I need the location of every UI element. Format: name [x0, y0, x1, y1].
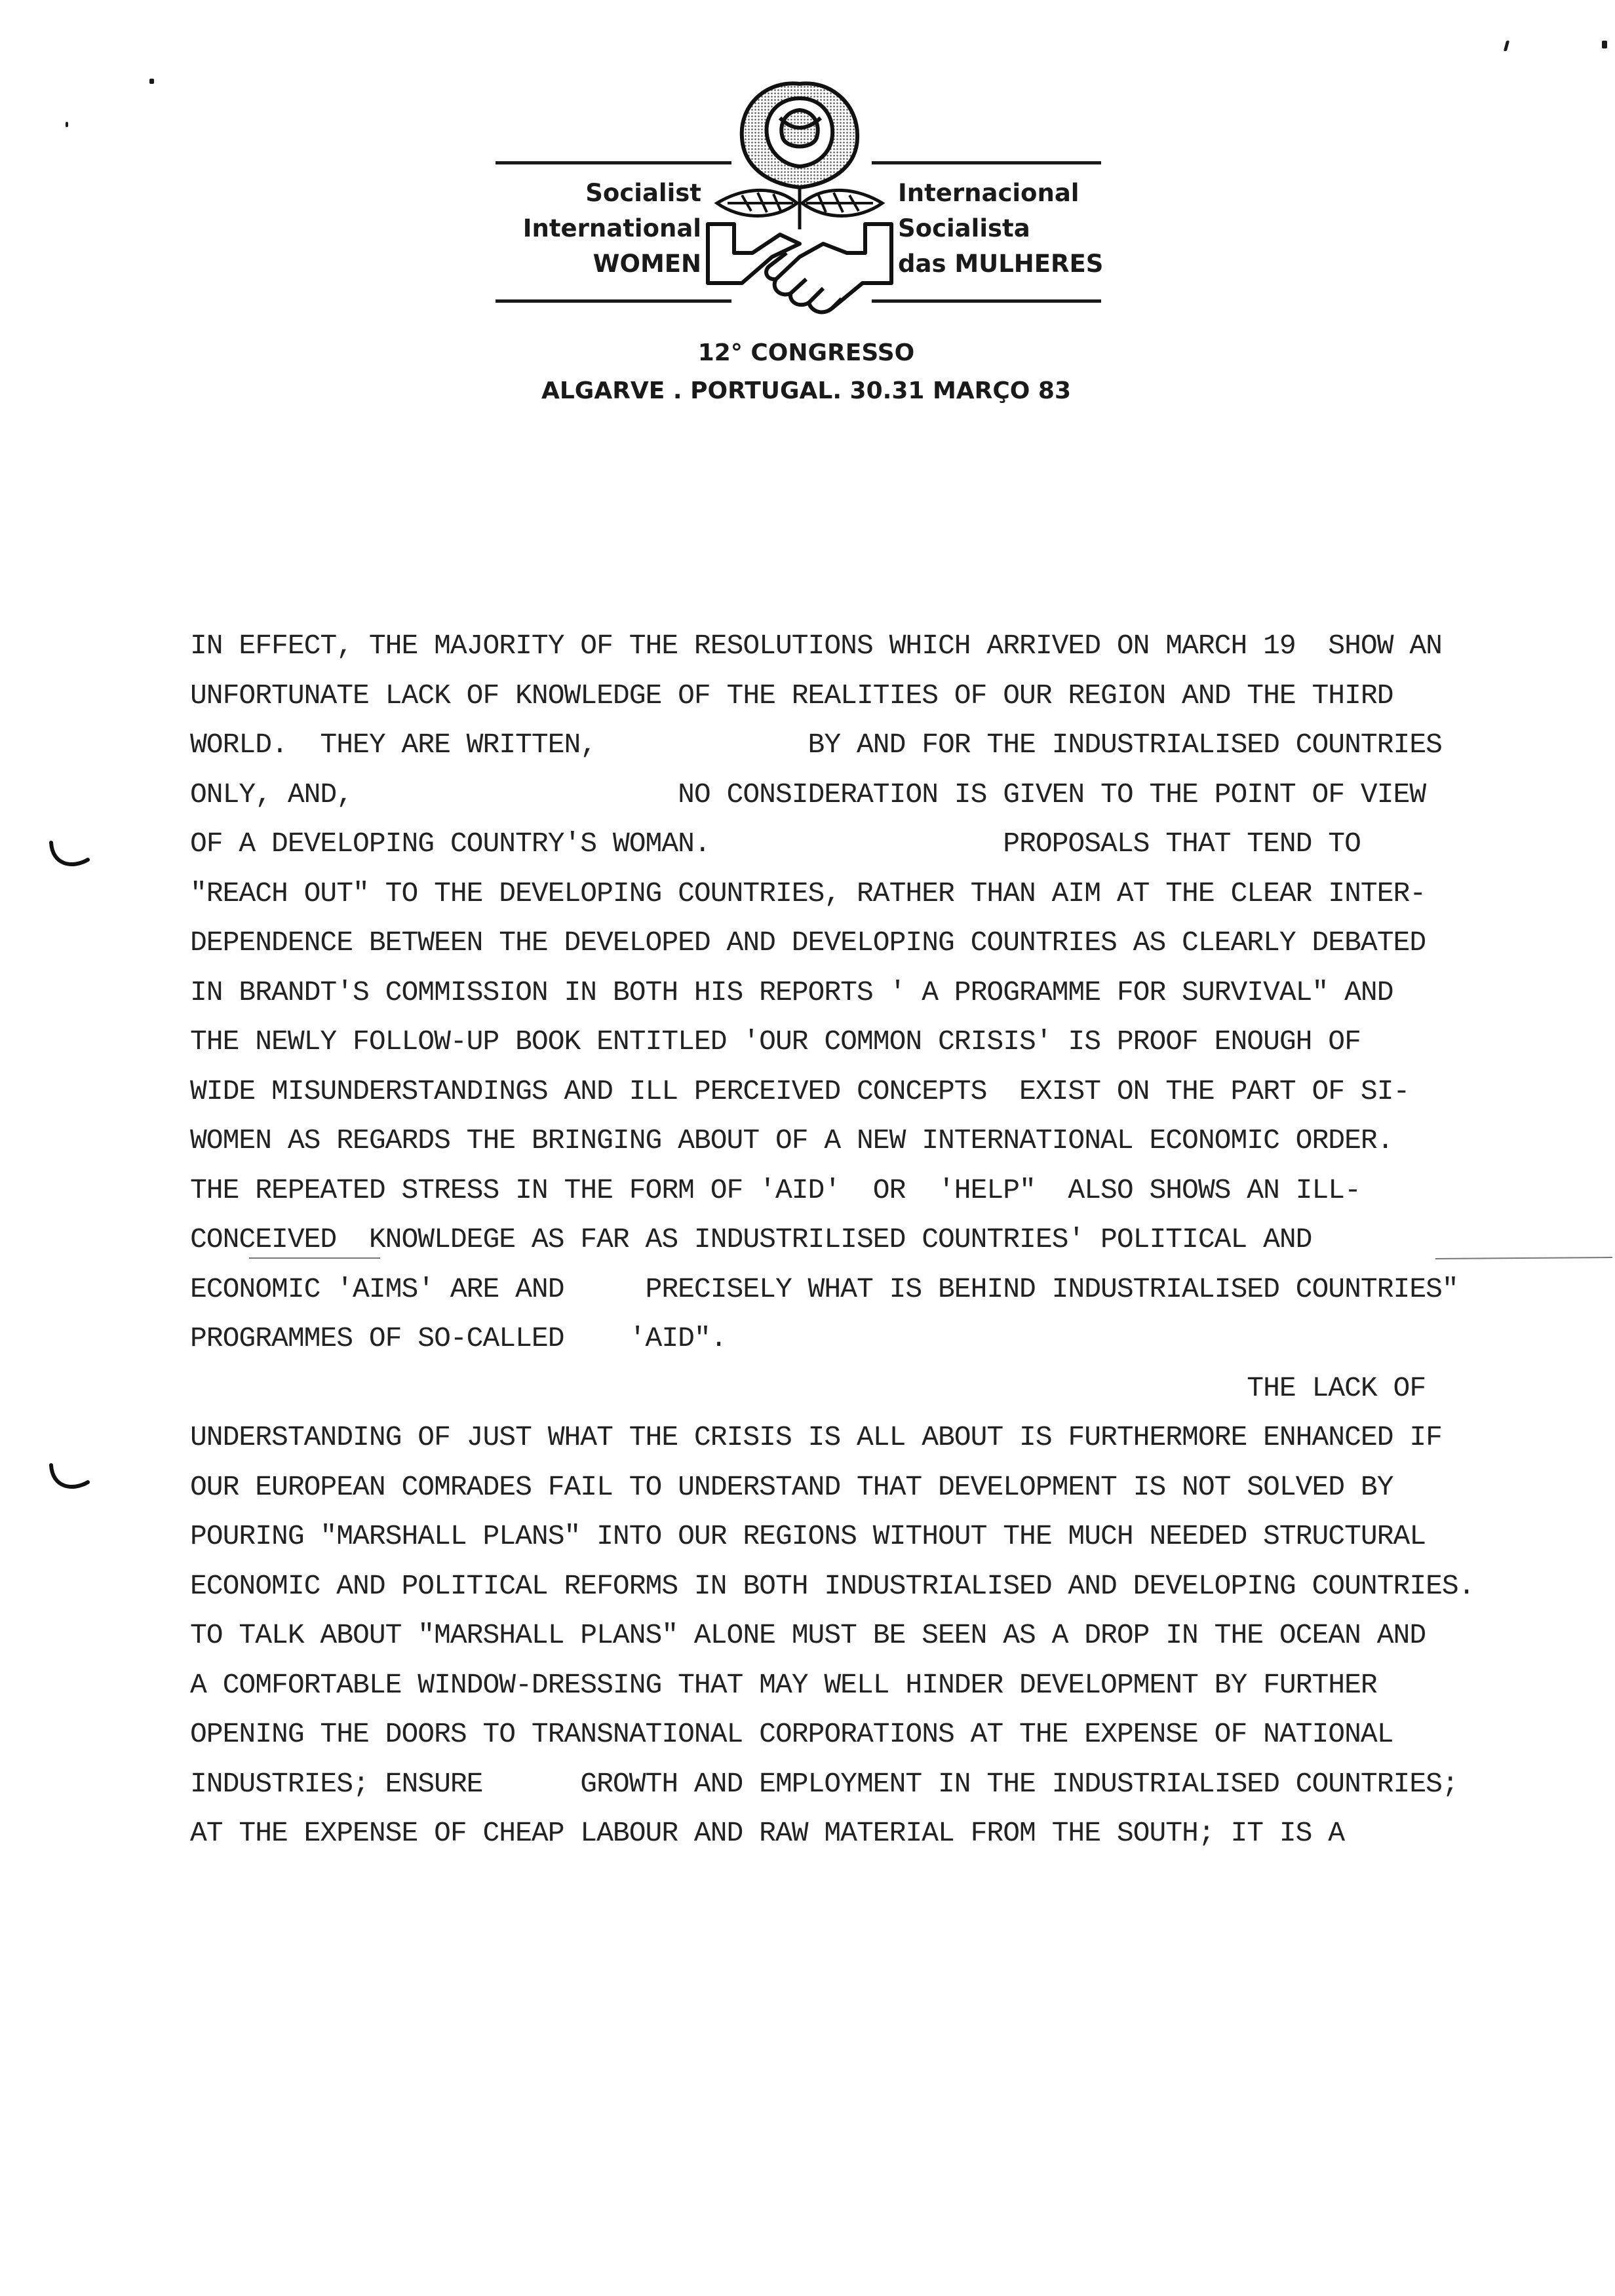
body-line: CONCEIVED KNOWLDEGE AS FAR AS INDUSTRILISED COUNTRIES' POLITICAL AND — [190, 1223, 1312, 1255]
body-line: TO TALK ABOUT "MARSHALL PLANS" ALONE MUST BE SEEN AS A DROP IN THE OCEAN AND — [190, 1619, 1426, 1651]
margin-bracket-mark — [46, 839, 92, 878]
body-line: THE REPEATED STRESS IN THE FORM OF 'AID' OR 'HELP" ALSO SHOWS AN ILL- — [190, 1174, 1361, 1206]
body-line: A COMFORTABLE WINDOW-DRESSING THAT MAY WELL HINDER DEVELOPMENT BY FURTHER — [190, 1668, 1377, 1701]
scan-speck — [149, 79, 154, 84]
body-line: POURING "MARSHALL PLANS" INTO OUR REGIONS WITHOUT THE MUCH NEEDED STRUCTURAL — [190, 1520, 1426, 1552]
congress-title: 12° CONGRESSO — [697, 339, 915, 366]
header-top-rule — [496, 161, 731, 164]
body-line: WIDE MISUNDERSTANDINGS AND ILL PERCEIVED CONCEPTS EXIST ON THE PART OF SI- — [190, 1075, 1410, 1107]
body-line: DEPENDENCE BETWEEN THE DEVELOPED AND DEVELOPING COUNTRIES AS CLEARLY DEBATED — [190, 927, 1426, 959]
header-bottom-rule — [496, 299, 731, 303]
body-line: UNFORTUNATE LACK OF KNOWLEDGE OF THE REALITIES OF OUR REGION AND THE THIRD — [190, 679, 1393, 712]
body-line: IN EFFECT, THE MAJORITY OF THE RESOLUTIONS WHICH ARRIVED ON MARCH 19 SHOW AN — [190, 630, 1442, 662]
scan-speck — [1504, 41, 1509, 51]
body-line: PROGRAMMES OF SO-CALLED 'AID". — [190, 1322, 727, 1354]
org-name-english — [511, 176, 701, 282]
body-line: WOMEN AS REGARDS THE BRINGING ABOUT OF A NEW INTERNATIONAL ECONOMIC ORDER. — [190, 1124, 1393, 1157]
rose-handshake-logo — [701, 72, 898, 328]
body-line: ECONOMIC AND POLITICAL REFORMS IN BOTH INDUSTRIALISED AND DEVELOPING COUNTRIES. — [190, 1569, 1475, 1602]
org-name-portuguese — [898, 176, 1173, 282]
body-line: IN BRANDT'S COMMISSION IN BOTH HIS REPORTS ' A PROGRAMME FOR SURVIVAL" AND — [190, 976, 1393, 1008]
org-name-line: Internacional — [898, 179, 1080, 207]
body-line: UNDERSTANDING OF JUST WHAT THE CRISIS IS ALL ABOUT IS FURTHERMORE ENHANCED IF — [190, 1421, 1442, 1453]
scan-speck — [66, 122, 68, 127]
body-line: OF A DEVELOPING COUNTRY'S WOMAN. PROPOSALS THAT TEND TO — [190, 828, 1361, 860]
margin-bracket-mark — [46, 1461, 92, 1501]
body-line: WORLD. THEY ARE WRITTEN, BY AND FOR THE INDUSTRIALISED COUNTRIES — [190, 729, 1442, 761]
body-line: THE NEWLY FOLLOW-UP BOOK ENTITLED 'OUR COMMON CRISIS' IS PROOF ENOUGH OF — [190, 1025, 1361, 1058]
body-line: "REACH OUT" TO THE DEVELOPING COUNTRIES, RATHER THAN AIM AT THE CLEAR INTER- — [190, 877, 1426, 909]
header-top-rule — [872, 161, 1101, 164]
event-info — [511, 334, 1101, 410]
body-line: THE LACK OF — [190, 1371, 1426, 1404]
body-line: OPENING THE DOORS TO TRANSNATIONAL CORPORATIONS AT THE EXPENSE OF NATIONAL — [190, 1718, 1393, 1750]
scan-speck — [1602, 41, 1607, 48]
body-line: ONLY, AND, NO CONSIDERATION IS GIVEN TO THE POINT OF VIEW — [190, 778, 1426, 811]
congress-location-date: ALGARVE . PORTUGAL. 30.31 MARÇO 83 — [541, 377, 1072, 404]
org-name-line: Socialista — [898, 214, 1030, 242]
org-name-line: Socialist — [585, 179, 701, 207]
header-bottom-rule — [872, 299, 1101, 303]
body-line: AT THE EXPENSE OF CHEAP LABOUR AND RAW MATERIAL FROM THE SOUTH; IT IS A — [190, 1817, 1345, 1849]
org-name-line: International — [522, 214, 701, 242]
body-line: OUR EUROPEAN COMRADES FAIL TO UNDERSTAND THAT DEVELOPMENT IS NOT SOLVED BY — [190, 1470, 1393, 1503]
body-line: ECONOMIC 'AIMS' ARE AND PRECISELY WHAT IS BEHIND INDUSTRIALISED COUNTRIES" — [190, 1272, 1458, 1305]
body-line: INDUSTRIES; ENSURE GROWTH AND EMPLOYMENT IN THE INDUSTRIALISED COUNTRIES; — [190, 1767, 1458, 1800]
org-name-line: WOMEN — [593, 250, 701, 278]
document-body — [190, 621, 1527, 1858]
org-name-line: das MULHERES — [898, 250, 1104, 278]
